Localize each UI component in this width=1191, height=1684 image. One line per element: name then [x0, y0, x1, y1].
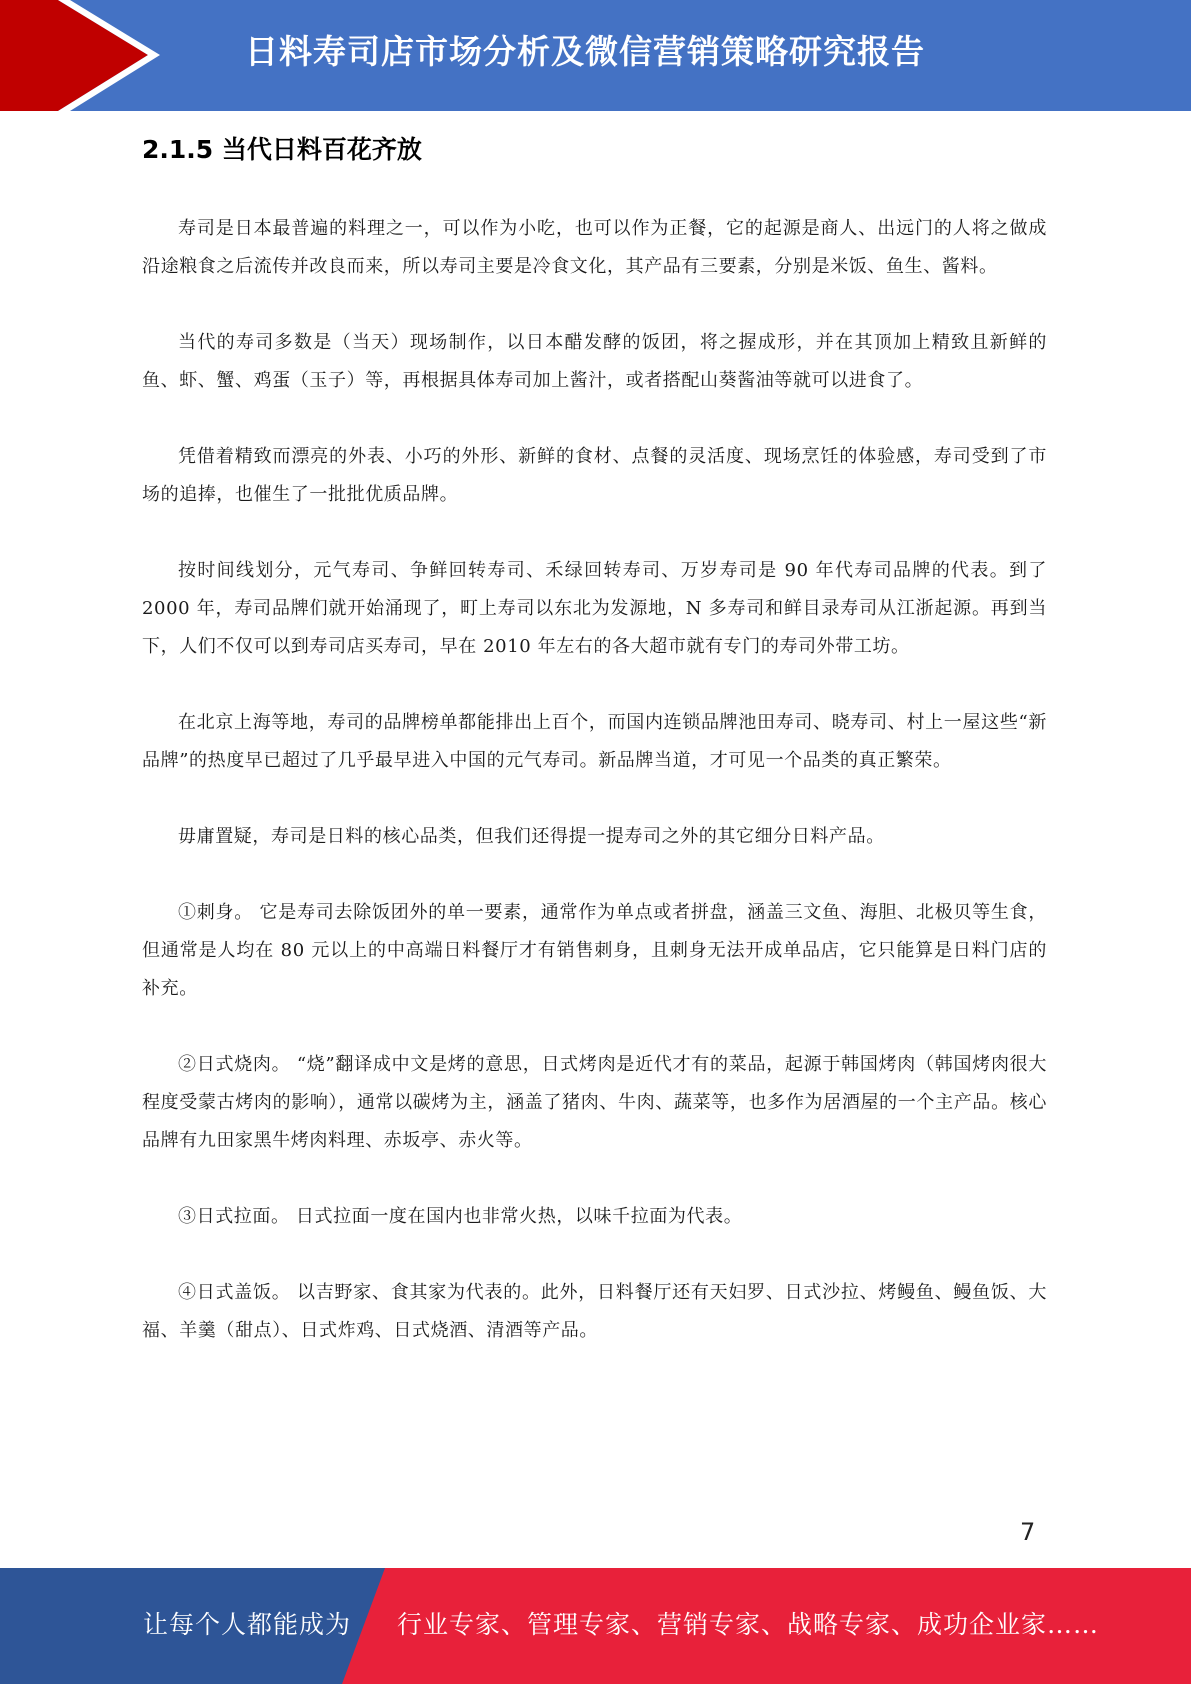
header-arrow-decoration — [0, 0, 160, 111]
page-number: 7 — [1020, 1518, 1036, 1546]
paragraph: 寿司是日本最普遍的料理之一，可以作为小吃，也可以作为正餐，它的起源是商人、出远门的人将之做成沿途粮食之后流传并改良而来，所以寿司主要是冷食文化，其产品有三要素，分别是米饭、鱼生、酱料。 — [142, 218, 1047, 277]
body-text — [142, 210, 1047, 1388]
paragraph: 当代的寿司多数是（当天）现场制作，以日本醋发酵的饭团，将之握成形，并在其顶加上精致且新鲜的鱼、虾、蟹、鸡蛋（玉子）等，再根据具体寿司加上酱汁，或者搭配山葵酱油等就可以进食了。 — [142, 332, 1047, 391]
footer-slogan-left: 让每个人都能成为 — [143, 1610, 352, 1639]
paragraph: 在北京上海等地，寿司的品牌榜单都能排出上百个，而国内连锁品牌池田寿司、晓寿司、村上一屋这些“新品牌”的热度早已超过了几乎最早进入中国的元气寿司。新品牌当道，才可见一个品类的真正繁荣。 — [142, 712, 1047, 771]
paragraph: 按时间线划分，元气寿司、争鲜回转寿司、禾绿回转寿司、万岁寿司是 90 年代寿司品牌的代表。到了 2000 年，寿司品牌们就开始涌现了，町上寿司以东北为发源地，N 多寿司和鲜目录寿司从江浙起源。再到当下，人们不仅可以到寿司店买寿司，早在 2010 年左右的各大超市就有专门的寿司外带工坊。 — [142, 560, 1047, 657]
report-title: 日料寿司店市场分析及微信营销策略研究报告 — [245, 32, 925, 71]
paragraph: ③日式拉面。 日式拉面一度在国内也非常火热，以味千拉面为代表。 — [178, 1206, 743, 1227]
paragraph: 凭借着精致而漂亮的外表、小巧的外形、新鲜的食材、点餐的灵活度、现场烹饪的体验感，寿司受到了市场的追捧，也催生了一批批优质品牌。 — [142, 446, 1047, 505]
footer-slogan-right: 行业专家、管理专家、营销专家、战略专家、成功企业家…… — [397, 1610, 1100, 1639]
section-heading: 2.1.5 当代日料百花齐放 — [142, 135, 422, 164]
page-header — [0, 0, 1191, 111]
paragraph: 毋庸置疑，寿司是日料的核心品类，但我们还得提一提寿司之外的其它细分日料产品。 — [178, 826, 885, 847]
paragraph: ②日式烧肉。 “烧”翻译成中文是烤的意思，日式烤肉是近代才有的菜品，起源于韩国烤肉（韩国烤肉很大程度受蒙古烤肉的影响），通常以碳烤为主，涵盖了猪肉、牛肉、蔬菜等，也多作为居酒屋的一个主产品。核心品牌有九田家黑牛烤肉料理、赤坂亭、赤火等。 — [142, 1054, 1047, 1151]
paragraph: ①刺身。 它是寿司去除饭团外的单一要素，通常作为单点或者拼盘，涵盖三文鱼、海胆、北极贝等生食，但通常是人均在 80 元以上的中高端日料餐厅才有销售刺身，且刺身无法开成单品店，它只能算是日料门店的补充。 — [142, 902, 1047, 999]
paragraph: ④日式盖饭。 以吉野家、食其家为代表的。此外，日料餐厅还有天妇罗、日式沙拉、烤鳗鱼、鳗鱼饭、大福、羊羹（甜点）、日式炸鸡、日式烧酒、清酒等产品。 — [142, 1282, 1047, 1341]
page-footer — [0, 1568, 1191, 1684]
